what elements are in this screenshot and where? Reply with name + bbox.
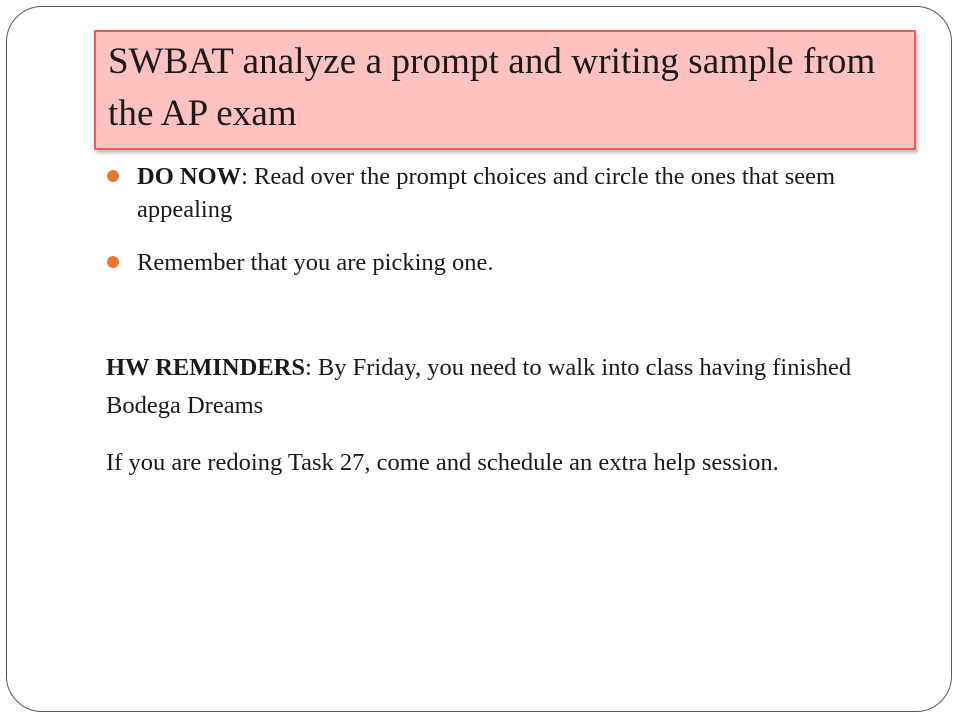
bullet-do-now xyxy=(105,160,915,226)
bullet-dot-icon xyxy=(107,256,119,268)
remember-text: Remember that you are picking one. xyxy=(137,249,494,276)
do-now-label: DO NOW xyxy=(137,163,242,190)
hw-label: HW REMINDERS xyxy=(106,354,305,381)
title-box xyxy=(94,30,916,150)
bullet-list xyxy=(105,160,915,279)
redo-note: If you are redoing Task 27, come and schedule an extra help session. xyxy=(106,449,779,476)
bullet-remember xyxy=(105,246,915,279)
slide-title: SWBAT analyze a prompt and writing sample from the AP exam xyxy=(108,41,876,134)
bullet-dot-icon xyxy=(107,170,119,182)
hw-reminders xyxy=(106,349,896,425)
hw-text: : By Friday, you need to walk into class having finished Bodega Dreams xyxy=(106,354,852,419)
do-now-text: : Read over the prompt choices and circle the ones that seem appealing xyxy=(137,163,836,223)
